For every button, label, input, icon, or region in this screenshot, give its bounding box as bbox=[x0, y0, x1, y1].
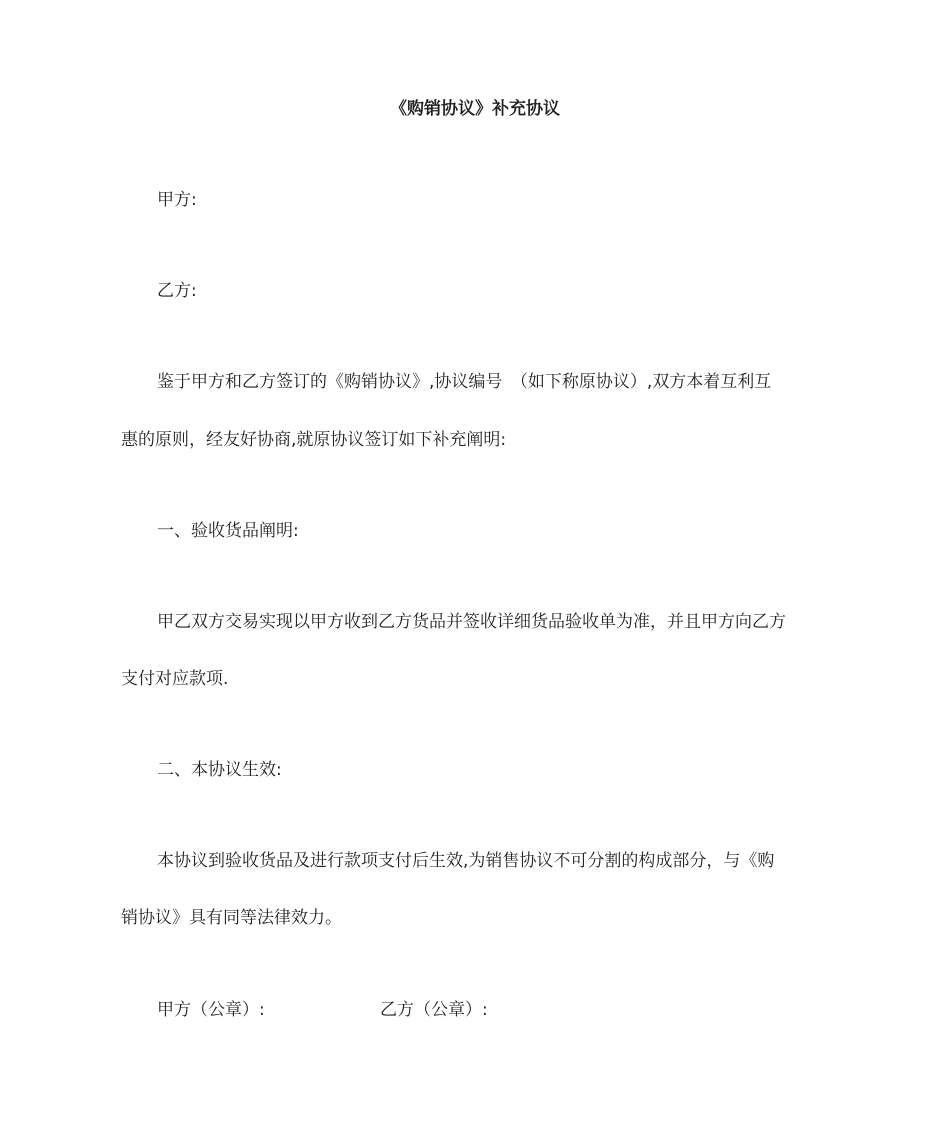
section-1-paragraph-line-1: 甲乙双方交易实现以甲方收到乙方货品并签收详细货品验收单为准，并且甲方向乙方 bbox=[157, 612, 786, 632]
section-2-paragraph-line-1: 本协议到验收货品及进行款项支付后生效,为销售协议不可分割的构成部分，与《购 bbox=[157, 851, 775, 871]
section-1-heading: 一、验收货品阐明: bbox=[157, 521, 299, 541]
section-2-heading: 二、本协议生效: bbox=[157, 760, 282, 780]
section-2-paragraph-line-2: 销协议》具有同等法律效力。 bbox=[121, 908, 342, 928]
party-a-label: 甲方: bbox=[157, 190, 197, 210]
party-b-label: 乙方: bbox=[157, 281, 197, 301]
intro-paragraph-line-2: 惠的原则，经友好协商,就原协议签订如下补充阐明: bbox=[121, 430, 507, 450]
party-b-seal-label: 乙方（公章）: bbox=[380, 1000, 488, 1020]
document-title: 《购销协议》补充协议 bbox=[390, 99, 560, 119]
party-a-seal-label: 甲方（公章）: bbox=[157, 1000, 265, 1020]
section-1-paragraph-line-2: 支付对应款项. bbox=[121, 669, 229, 689]
intro-paragraph-line-1: 鉴于甲方和乙方签订的《购销协议》,协议编号 （如下称原协议）,双方本着互利互 bbox=[157, 372, 772, 392]
